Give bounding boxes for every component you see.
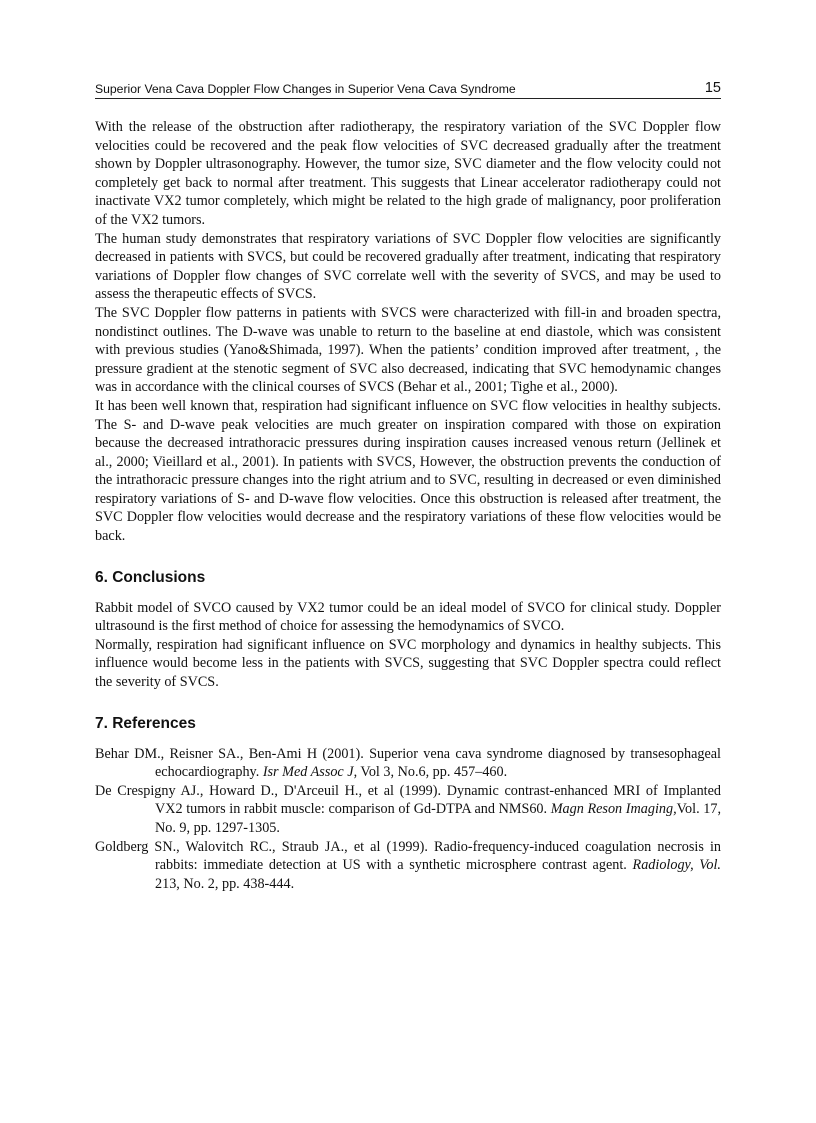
page-number: 15	[704, 80, 721, 96]
running-title: Superior Vena Cava Doppler Flow Changes in Superior Vena Cava Syndrome	[95, 82, 516, 96]
reference-journal: Radiology, Vol.	[632, 857, 721, 874]
body-paragraph: With the release of the obstruction after radiotherapy, the respiratory variation of the SVC Doppler flow velocities could be recovered and the peak flow velocities of SVC decreased gradually after the treatment shown by Doppler ultrasonography. However, the tumor size, SVC diameter and the flow velocity could not completely get back to normal after treatment. This suggests that Linear accelerator radiotherapy could not inactivate VX2 tumor completely, which might be related to the high grade of malignancy, poor proliferation of the VX2 tumors.	[95, 119, 721, 228]
body-paragraph: Normally, respiration had significant influence on SVC morphology and dynamics in healthy subjects. This influence would become less in the patients with SVCS, suggesting that SVC Doppler spectra could reflect the severity of SVCS.	[95, 636, 721, 691]
body-paragraph: It has been well known that, respiration had significant influence on SVC flow velocities in healthy subjects. The S- and D-wave peak velocities are much greater on inspiration compared with those on expiration because the decreased intrathoracic pressures during inspiration causes increased venous return (Jellinek et al., 2000; Vieillard et al., 2001). In patients with SVCS, However, the obstruction prevents the conduction of the intrathoracic pressure changes into the right atrium and to SVC, resulting in decreased or even diminished respiratory variations of S- and D-wave flow velocities. Once this obstruction is released after treatment, the SVC Doppler flow velocities would decrease and the respiratory variations of these flow velocities would be back.	[95, 397, 721, 545]
reference-details: 213, No. 2, pp. 438-444.	[155, 875, 295, 892]
reference-journal: Magn Reson Imaging,	[550, 801, 677, 818]
reference-details: , Vol 3, No.6, pp. 457–460.	[353, 764, 508, 781]
reference-item	[95, 782, 721, 838]
body-paragraph: The human study demonstrates that respiratory variations of SVC Doppler flow velocities are significantly decreased in patients with SVCS, but could be recovered gradually after treatment, indicating that respiratory variations of Doppler flow changes of SVC correlate well with the severity of SVCS, and may be used to assess the therapeutic effects of SVCS.	[95, 230, 721, 303]
conclusions-section	[95, 599, 721, 692]
reference-details: Vol. 17, No. 9, pp. 1297-1305.	[155, 801, 722, 836]
reference-item	[95, 838, 721, 894]
reference-text: Behar DM., Reisner SA., Ben-Ami H (2001). Superior vena cava syndrome diagnosed by transesophageal echocardiography.	[95, 745, 721, 781]
reference-list	[95, 745, 721, 894]
running-header	[95, 78, 721, 99]
reference-text: De Crespigny AJ., Howard D., D'Arceuil H., et al (1999). Dynamic contrast-enhanced MRI of Implanted VX2 tumors in rabbit muscle: comparison of Gd-DTPA and NMS60.	[95, 782, 721, 818]
discussion-section	[95, 118, 721, 546]
reference-journal: Isr Med Assoc J	[262, 764, 354, 781]
reference-item	[95, 745, 721, 782]
reference-text: Goldberg SN., Walovitch RC., Straub JA., et al (1999). Radio-frequency-induced coagulation necrosis in rabbits: immediate detection at US with a synthetic microsphere contrast agent.	[95, 838, 721, 874]
conclusions-heading: 6. Conclusions	[95, 568, 206, 586]
body-paragraph: Rabbit model of SVCO caused by VX2 tumor could be an ideal model of SVCO for clinical study. Doppler ultrasound is the first method of choice for assessing the hemodynamics of SVCO.	[95, 599, 721, 635]
references-heading: 7. References	[95, 714, 196, 732]
page	[95, 78, 721, 893]
body-paragraph: The SVC Doppler flow patterns in patients with SVCS were characterized with fill-in and broaden spectra, nondistinct outlines. The D-wave was unable to return to the baseline at end diastole, which was consistent with previous studies (Yano&Shimada, 1997). When the patients’ condition improved after treatment, , the pressure gradient at the stenotic segment of SVC also decreased, indicating that SVC hemodynamic changes was in accordance with the clinical courses of SVCS (Behar et al., 2001; Tighe et al., 2000).	[95, 304, 721, 396]
